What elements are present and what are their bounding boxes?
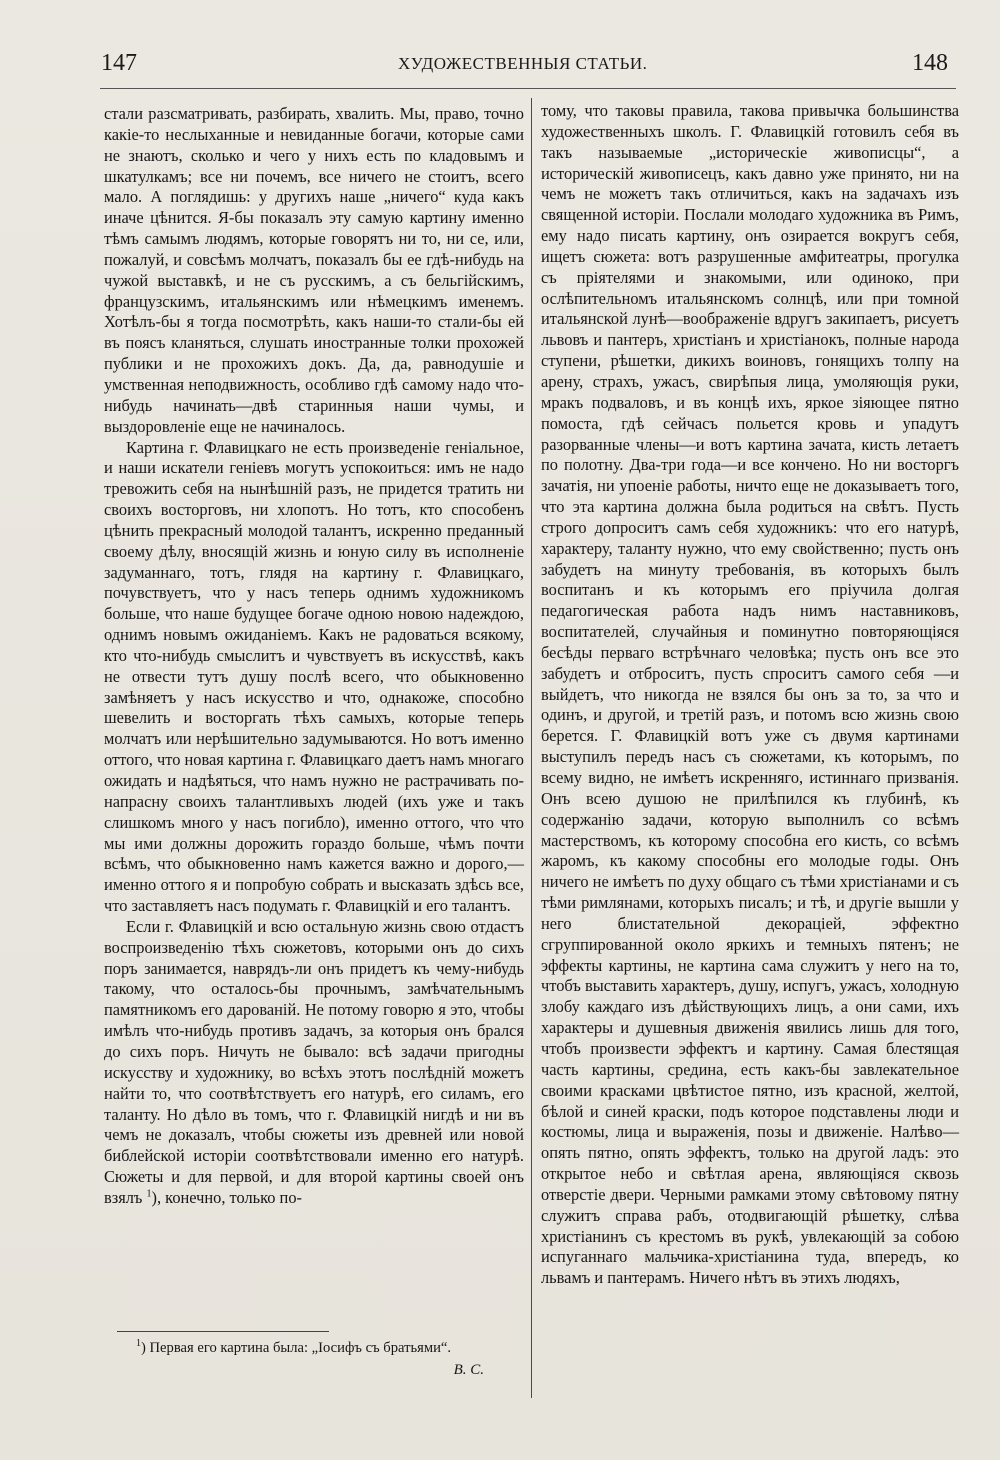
footnote-text: ) Первая его картина была: „Іосифъ съ братьями“. xyxy=(141,1340,452,1356)
page-number-right: 148 xyxy=(912,50,948,76)
paragraph xyxy=(104,917,524,1209)
footnote-signature: В. С. xyxy=(453,1362,484,1378)
column-divider xyxy=(531,98,532,1398)
header-rule xyxy=(100,88,956,89)
paragraph: стали разсматривать, разбирать, хвалить. Мы, право, точно какіе-то неслыханные и невиданные богачи, которые сами не знаютъ, сколько и чего у нихъ есть по кладовымъ и шкатулкамъ; все ни почемъ, все ничего не стоитъ, всего мало. А поглядишь: у другихъ наше „ничего“ куда какъ иначе цѣнится. Я-бы показалъ эту самую картину именно тѣмъ самымъ людямъ, которые говорятъ ни то, ни се, или, пожалуй, и совсѣмъ молчатъ, показалъ бы ее гдѣ-нибудь на чужой выставкѣ, и не съ русскимъ, а съ бельгійскимъ, французскимъ, итальянскимъ или нѣмецкимъ именемъ. Хотѣлъ-бы я тогда посмотрѣть, какъ наши-то стали-бы ей въ поясъ кланяться, слушать иностранные толки прохожей публики и не прохожихъ докъ. Да, да, равнодушіе и умственная неподвижность, особливо гдѣ самому надо что-нибудь начинать—двѣ старинныя наши чумы, и выздоровленіе еще не начиналось. xyxy=(104,104,524,436)
paragraph: тому, что таковы правила, такова привычка большинства художественныхъ школъ. Г. Флавицкій готовилъ себя въ такъ называемые „историческіе живописцы“, а историческій живописецъ, какъ давно уже принято, ни на чемъ не можетъ такъ отличиться, какъ на задачахъ изъ священной исторіи. Послали молодаго художника въ Римъ, ему надо писать картину, онъ озирается вокругъ себя, ищетъ сюжета: вотъ разрушенные амфитеатры, прогулка съ пріятелями и знакомыми, или одиноко, при ослѣпительномъ итальянскомъ солнцѣ, или при томной итальянской лунѣ—воображеніе вдругъ закипаетъ, рисуетъ львовъ и пантеръ, христіанъ и христіанокъ, полные народа ступени, рѣшетки, дикихъ воиновъ, гонящихъ толпу на арену, страхъ, ужасъ, свирѣпыя лица, умоляющія руки, мракъ подваловъ, и въ концѣ ихъ, яркое зіяющее пятно помоста, гдѣ сейчасъ польется кровь и упадутъ разорванные члены—и вотъ картина зачата, кисть летаетъ по полотну. Два-три года—и все кончено. Но ни восторгъ зачатія, ни упоеніе работы, ничто еще не доказываетъ того, что эта картина должна была родиться на свѣтъ. Пусть строго допроситъ самъ себя художникъ: что его натурѣ, характеру, таланту нужно, что ему свойственно; пусть онъ забудетъ на минуту требованія, въ которыхъ былъ воспитанъ и къ которымъ его пріучила долгая педагогическая работа надъ нимъ наставниковъ, воспитателей, случайныя и поминутно повторяющіяся бесѣды перваго встрѣчнаго человѣка; пусть онъ все это забудетъ и отброситъ, пусть спроситъ самого себя —и выйдетъ, что никогда не взялся бы онъ за то, за что и одинъ, и другой, и третій разъ, и потомъ всю жизнь свою берется. Г. Флавицкій вотъ уже съ двумя картинами выступилъ передъ насъ съ сюжетами, къ которымъ, по всему видно, не имѣетъ искренняго, истиннаго призванія. Онъ всею душою не прилѣпился къ глубинѣ, къ содержанію задачи, которую выполнилъ со всѣмъ мастерствомъ, къ которому способна его кисть, со всѣмъ жаромъ, къ какому способны его молодые годы. Онъ ничего не имѣетъ по духу общаго съ тѣми христіанами и съ тѣми римлянами, которыхъ писалъ; и тѣ, и другіе вышли у него блистательной декораціей, эффектно сгруппированной около яркихъ и темныхъ пятенъ; не эффекты картины, не картина сама служитъ у него на то, чтобъ выставить характеръ, душу, испугъ, ужасъ, холодную злобу каждаго изъ дѣйствующихъ лицъ, а они сами, ихъ характеры и душевныя движенія явились лишь для того, чтобъ произвести эффектъ и картину. Самая блестящая часть картины, средина, есть какъ-бы завлекательное своими красками цвѣтистое пятно, изъ красной, желтой, бѣлой и синей краски, подъ которое подставлены люди и костюмы, лица и выраженія, позы и движеніе. Налѣво—опять пятно, опять эффектъ, только на другой ладъ: это открытое небо и свѣтлая арена, являющіяся сквозь отверстіе двери. Черными рамками этому свѣтовому пятну служитъ справа рабъ, отодвигающій рѣшетку, слѣва христіанинъ съ крестомъ въ рукѣ, увлекающій за собою испуганнаго мальчика-христіанина туда, впередъ, ко львамъ и пантерамъ. Ничего нѣтъ въ этихъ людяхъ, xyxy=(541,101,959,1288)
footnote xyxy=(136,1337,522,1381)
paragraph: Картина г. Флавицкаго не есть произведеніе геніальное, и наши искатели геніевъ могутъ успокоиться: имъ не надо тревожить себя на нынѣшній разъ, не придется тратить ни своихъ восторговъ, ни хлопотъ. Но тотъ, кто способенъ цѣнить прекрасный молодой талантъ, искренно преданный своему дѣлу, вносящій жизнь и юную силу въ исполненіе задуманнаго, тотъ, глядя на картину г. Флавицкаго, почувствуетъ, что у насъ теперь однимъ художникомъ больше, что наше будущее богаче одною новою надеждою, однимъ новымъ ожиданіемъ. Какъ не радоваться всякому, кто что-нибудь смыслитъ и чувствуетъ въ искусствѣ, какъ не отвести тутъ душу послѣ всего, что обыкновенно замѣняетъ у насъ искусство и что, однакоже, способно шевелить и восторгать тѣхъ самыхъ, которые теперь молчатъ или нерѣшительно задумываются. Но вотъ именно оттого, что новая картина г. Флавицкаго даетъ намъ многаго ожидать и надѣяться, что намъ нужно не растрачивать по-напрасну своихъ талантливыхъ людей (ихъ уже и такъ слишкомъ много у насъ погибло), именно оттого, что что мы ими должны дорожить гораздо больше, чѣмъ почти всѣмъ, что обыкновенно намъ кажется важно и дорого,—именно оттого я и попробую собрать и высказать здѣсь все, что заставляетъ насъ подумать г. Флавицкій и его талантъ. xyxy=(104,437,524,916)
page-number-left: 147 xyxy=(101,50,137,76)
footnote-mark: 1 xyxy=(136,1338,141,1350)
footnote-reference: 1 xyxy=(146,1188,152,1200)
right-column xyxy=(541,101,959,1289)
paragraph-text: Если г. Флавицкій и всю остальную жизнь свою отдастъ воспроизведенію тѣхъ сюжетовъ, которыми онъ до сихъ поръ занимается, наврядъ-ли онъ придетъ къ чему-нибудь такому, что осталось-бы прочнымъ, замѣчательнымъ памятникомъ его дарованій. Не потому говорю я это, чтобы имѣлъ что-нибудь противъ задачъ, за которыя онъ брался до сихъ поръ. Ничуть не бывало: всѣ задачи пригодны искусству и художнику, во всѣхъ этотъ послѣдній можетъ найти то, что соотвѣтствуетъ его натурѣ, его силамъ, его таланту. Но дѣло въ томъ, что г. Флавицкій нигдѣ и ни въ чемъ не доказалъ, чтобы сюжеты изъ древней или новой библейской исторіи соотвѣтствовали именно его натурѣ. Сюжеты и для первой, и для второй картины своей онъ взялъ xyxy=(104,916,524,1207)
left-column xyxy=(104,104,524,1209)
running-title: ХУДОЖЕСТВЕННЫЯ СТАТЬИ. xyxy=(398,54,648,73)
paragraph-text: ), конечно, только по- xyxy=(151,1187,302,1207)
footnote-rule xyxy=(117,1331,329,1332)
